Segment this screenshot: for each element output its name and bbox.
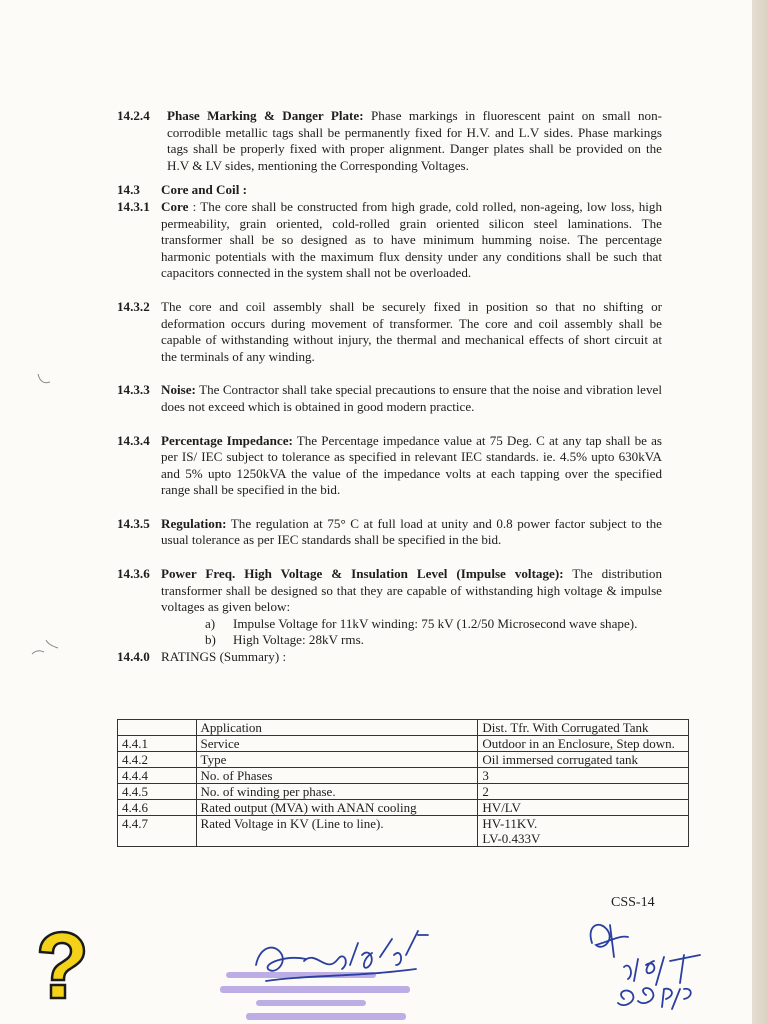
table-header-row: [118, 720, 689, 736]
question-mark-icon: [32, 930, 88, 1000]
section-number: 14.3.4: [117, 432, 150, 448]
section-number: 14.3: [117, 182, 140, 198]
section-text: The Percentage impedance value at 75 Deg. C at any tap shall be as per IS/ IEC subject to tolerance as specified in relevant IEC standards. ie. 4.5% upto 630kVA and 5% upto 1250kVA the value of the impedance volts at each tapping over the specified range shall be specified in the bid.: [161, 432, 662, 498]
list-item: a) Impulse Voltage for 11kV winding: 75 kV (1.2/50 Microsecond wave shape).: [205, 615, 638, 631]
table-cell: 4.4.7: [118, 816, 197, 847]
section-number: 14.3.1: [117, 198, 150, 214]
section-text: The core and coil assembly shall be securely fixed in position so that no shifting or deformation occurs during movement of transformer. The core and coil assembly shall be capable of withstanding without injury, the thermal and mechanical effects of short circuit at the terminals of any winding.: [161, 298, 662, 364]
section-title: Noise:: [161, 382, 196, 398]
section-title: Percentage Impedance:: [161, 432, 293, 448]
table-cell: Rated output (MVA) with ANAN cooling: [196, 800, 478, 816]
table-cell: Rated Voltage in KV (Line to line).: [196, 816, 478, 847]
section-title: Power Freq. High Voltage & Insulation Level (Impulse voltage):: [161, 566, 564, 582]
section-text: The Contractor shall take special precautions to ensure that the noise and vibration level does not exceed which is obtained in good modern practice.: [161, 382, 662, 414]
section-14-4-0: [117, 649, 662, 666]
table-row: [118, 752, 689, 768]
section-number: 14.3.6: [117, 566, 150, 582]
table-cell: 4.4.4: [118, 768, 197, 784]
section-14-3-6: [117, 566, 662, 616]
table-cell: 4.4.5: [118, 784, 197, 800]
section-title: RATINGS (Summary) :: [161, 649, 287, 665]
table-cell: 2: [478, 784, 689, 800]
table-row: [118, 784, 689, 800]
table-cell: Type: [196, 752, 478, 768]
section-number: 14.3.5: [117, 515, 150, 531]
table-row: [118, 768, 689, 784]
section-number: 14.4.0: [117, 649, 150, 665]
section-14-3-4: [117, 433, 662, 499]
table-cell: HV/LV: [478, 800, 689, 816]
table-cell: 4.4.2: [118, 752, 197, 768]
table-cell: 4.4.1: [118, 736, 197, 752]
table-cell: [118, 720, 197, 736]
scan-mark: [30, 636, 60, 660]
section-title: Regulation:: [161, 515, 227, 531]
page-code: CSS-14: [611, 895, 655, 910]
table-cell: No. of winding per phase.: [196, 784, 478, 800]
scan-mark: [36, 370, 52, 386]
table-cell: Application: [196, 720, 478, 736]
table-cell: Outdoor in an Enclosure, Step down.: [478, 736, 689, 752]
signature-right: [580, 915, 730, 1020]
table-cell: 4.4.6: [118, 800, 197, 816]
page-edge: [752, 0, 768, 1024]
table-row: [118, 800, 689, 816]
section-number: 14.2.4: [117, 108, 150, 123]
table-row: [118, 816, 689, 847]
signature-center: [246, 925, 436, 995]
section-14-3: [117, 182, 662, 199]
ratings-table: [117, 719, 689, 847]
section-14-3-2: [117, 299, 662, 365]
section-14-3-5: [117, 516, 662, 549]
section-14-2-4: [117, 108, 662, 174]
document-body: [117, 108, 662, 666]
table-cell: No. of Phases: [196, 768, 478, 784]
section-number: 14.3.2: [117, 298, 150, 314]
section-text: The regulation at 75° C at full load at unity and 0.8 power factor subject to the usual tolerance as per IEC standards shall be specified in the bid.: [161, 515, 662, 548]
table-cell: 3: [478, 768, 689, 784]
section-number: 14.3.3: [117, 382, 150, 398]
table-cell: Service: [196, 736, 478, 752]
table-cell: Oil immersed corrugated tank: [478, 752, 689, 768]
section-title: Core: [161, 198, 189, 214]
section-14-3-1: [117, 199, 662, 282]
section-title: Phase Marking & Danger Plate:: [167, 108, 364, 123]
section-text: Phase markings in fluorescent paint on small non-corrodible metallic tags shall be permanently fixed for H.V. and L.V sides. Phase markings tags shall be properly fixed with proper alignment. Danger plates shall be provided on the H.V & LV sides, mentioning the Corresponding Voltages.: [167, 108, 662, 173]
table-row: [118, 736, 689, 752]
list-item: b) High Voltage: 28kV rms.: [205, 632, 364, 648]
table-cell: Dist. Tfr. With Corrugated Tank: [478, 720, 689, 736]
section-text: : The core shall be constructed from high grade, cold rolled, non-ageing, low loss, high permeability, grain oriented, cold-rolled grain oriented silicon steel laminations. The transformer shall be so designed as to have minimum humming noise. The percentage harmonic potentials with the maximum flux density under any conditions shall be such that capacitors connected in the system shall not be overloaded.: [161, 198, 662, 281]
table-cell: HV-11KV. LV-0.433V: [478, 816, 689, 847]
section-text: The distribution transformer shall be designed so that they are capable of withstanding high voltage & impulse voltages as given below:: [161, 566, 662, 615]
voltage-list: [117, 616, 662, 649]
section-14-3-3: [117, 382, 662, 415]
section-title: Core and Coil :: [161, 182, 247, 198]
